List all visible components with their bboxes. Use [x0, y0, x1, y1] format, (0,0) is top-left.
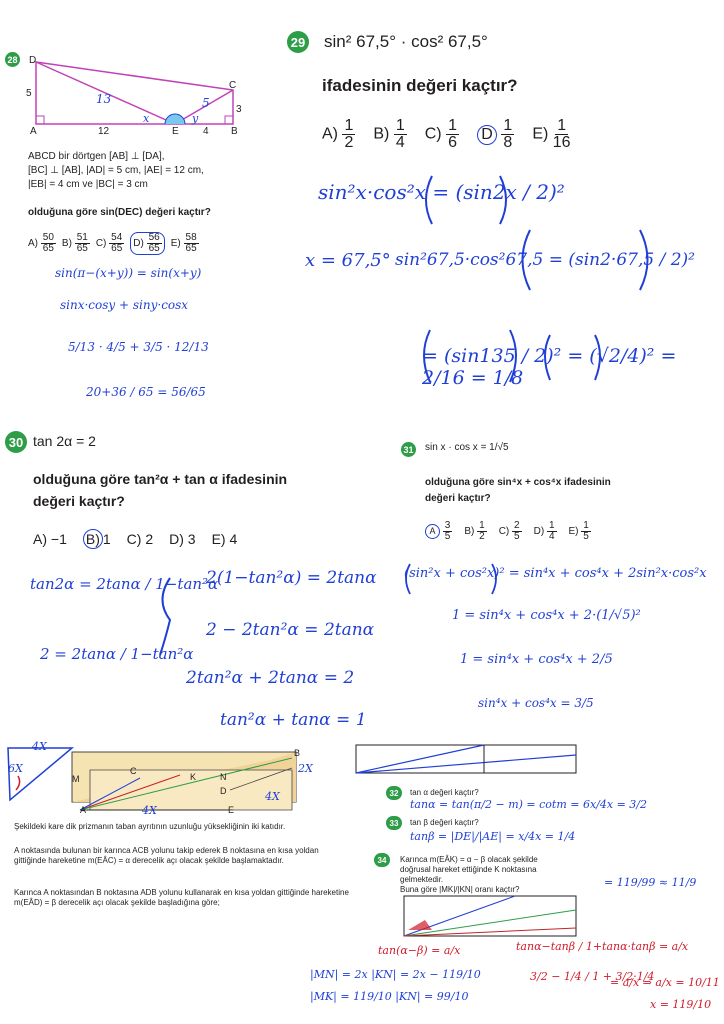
q30-question-line-2: değeri kaçtır? [33, 493, 125, 509]
q29-work-3: = (sin135 / 2)² = (√2/4)² = 2/16 = 1/8 [422, 345, 677, 389]
q34-work-2: tanα−tanβ / 1+tanα·tanβ = a/x [516, 940, 689, 953]
q28-label-b: B [231, 126, 238, 137]
q30-work-3: 2(1−tan²α) = 2tanα [206, 568, 377, 588]
q30-choice-d[interactable]: D) 3 [169, 531, 196, 547]
q30-work-2: 2 = 2tanα / 1−tan²α [40, 645, 194, 663]
q28-label-a: A [30, 126, 37, 137]
q31-choice-a[interactable]: A $\frac{3}{5}$ [425, 521, 452, 542]
q28-problem-text [28, 150, 204, 192]
q34-answer: = 119/99 ≈ 11/9 [604, 876, 697, 889]
q29-choice-b[interactable]: B) $\frac{1}{4}$ [373, 117, 405, 151]
q34-line-3: gelmektedir. [400, 875, 444, 884]
q30-choice-b[interactable]: B) 1 [83, 529, 111, 549]
prism-label-k: K [190, 772, 197, 782]
q30-work-5: 2tan²α + 2tanα = 2 [186, 668, 355, 688]
prism-ink-4x-bottom: 4X [142, 804, 157, 817]
q30-choice-c[interactable]: C) 2 [126, 531, 154, 547]
q28-choice-a[interactable]: A) $\frac{50}{65}$ [28, 232, 54, 254]
q34-number-badge: 34 [374, 853, 390, 867]
rect-figure [356, 745, 576, 773]
q30-number-badge: 30 [5, 431, 27, 453]
q28-label-e: E [172, 126, 179, 137]
q34-work-6: |MK| = 119/10 |KN| = 99/10 [310, 990, 469, 1003]
q31-question-line-1: olduğuna göre sin⁴x + cos⁴x ifadesinin [425, 477, 611, 488]
q29-choice-e[interactable]: E) $\frac{1}{16}$ [532, 117, 571, 151]
q34-work-5: |MN| = 2x |KN| = 2x − 119/10 [310, 968, 481, 981]
q31-question [425, 475, 611, 507]
q34-figure [404, 896, 576, 936]
prism-label-c: C [130, 766, 137, 776]
q31-choice-d[interactable]: D) $\frac{1}{4}$ [533, 520, 555, 542]
prism-ink-2x: 2X [298, 762, 313, 775]
q29-choice-a[interactable]: A) $\frac{1}{2}$ [322, 117, 354, 151]
prism-ink-6x: 6X [8, 762, 23, 775]
q31-number-badge: 31 [401, 442, 416, 457]
q30-work-1: tan2α = 2tanα / 1−tan²α [30, 575, 219, 593]
q28-figure [36, 62, 233, 124]
q28-number-badge: 28 [5, 52, 20, 67]
q28-work-4: 20+36 / 65 = 56/65 [86, 385, 206, 399]
q32-number-badge: 32 [386, 786, 402, 800]
q28-work-3: 5/13 · 4/5 + 3/5 · 12/13 [68, 340, 209, 354]
q28-work-2: sinx·cosy + siny·cosx [60, 298, 189, 312]
q28-ink-de: 13 [96, 92, 112, 106]
prism-label-a: A [80, 805, 87, 815]
q30-choice-e[interactable]: E) 4 [211, 531, 238, 547]
q28-side-eb: 4 [203, 126, 209, 137]
q28-choice-c[interactable]: C) $\frac{54}{65}$ [95, 232, 123, 254]
q28-choice-d[interactable]: D) $\frac{56}{65}$ [130, 232, 164, 255]
prism-ink-4x-top: 4X [32, 740, 47, 753]
q29-question: ifadesinin değeri kaçtır? [322, 76, 518, 95]
q29-expression: sin² 67,5° · cos² 67,5° [324, 32, 488, 51]
q29-number-badge: 29 [287, 31, 309, 53]
q30-question [33, 468, 287, 512]
q28-side-ad: 5 [26, 88, 32, 99]
q29-work-2a: x = 67,5° [305, 250, 391, 271]
q34-line-2: doğrusal hareket ettiğinde K noktasına [400, 865, 537, 874]
q29-work-1: sin²x·cos²x = (sin2x / 2)² [318, 180, 565, 204]
prism-label-e: E [228, 805, 235, 815]
q28-question: olduğuna göre sin(DEC) değeri kaçtır? [28, 207, 211, 218]
q31-work-4: sin⁴x + cos⁴x = 3/5 [478, 696, 594, 710]
q32-question: tan α değeri kaçtır? [410, 788, 479, 797]
q31-given: sin x · cos x = 1/√5 [425, 442, 509, 453]
prism-label-b: B [294, 748, 301, 758]
q32-work: tanα = tan(π/2 − m) = cotm = 6x/4x = 3/2 [410, 798, 647, 811]
q28-ink-x: x [143, 112, 150, 125]
q31-choice-b[interactable]: B) $\frac{1}{2}$ [464, 520, 485, 542]
q31-question-line-2: değeri kaçtır? [425, 493, 491, 504]
q33-work: tanβ = |DE|/|AE| = x/4x = 1/4 [410, 830, 576, 843]
prism-paragraph-2: A noktasında bulunan bir karınca ACB yolunu takip ederek B noktasına en kısa yoldan gittiğinde hareketine m(EÂC) = α derecelik açı olacak şekilde başlamaktadır. [14, 846, 319, 865]
q28-choice-e[interactable]: E) $\frac{58}{65}$ [170, 232, 197, 254]
q29-choice-c[interactable]: C) $\frac{1}{6}$ [424, 117, 457, 151]
q28-text-line-1: ABCD bir dörtgen [AB] ⊥ [DA], [28, 151, 165, 162]
q34-line-1: Karınca m(EÂK) = α − β olacak şekilde [400, 855, 538, 864]
q28-ink-y: y [192, 112, 199, 125]
q28-label-d: D [29, 55, 37, 66]
prism-paragraph-3: Karınca A noktasından B noktasına ADB yolunu kullanarak en kısa yoldan gittiğinde hareketine m(EÂD) = β derecelik açı olacak şekilde başladığına göre; [14, 888, 349, 907]
q30-work-6: tan²α + tanα = 1 [220, 710, 367, 730]
prism-figure [72, 752, 296, 810]
q28-choice-b[interactable]: B) $\frac{51}{65}$ [61, 232, 88, 254]
q34-text [400, 855, 710, 895]
q31-choice-e[interactable]: E) $\frac{1}{5}$ [568, 520, 589, 542]
q29-choices [322, 118, 571, 151]
q34-work-3: 3/2 − 1/4 / 1 + 3/2·1/4 [530, 970, 655, 983]
q29-work-2b: sin²67,5·cos²67,5 = (sin2·67,5 / 2)² [395, 250, 695, 270]
q28-text-line-3: |EB| = 4 cm ve |BC| = 3 cm [28, 179, 148, 190]
q31-work-2: 1 = sin⁴x + cos⁴x + 2·(1/√5)² [452, 608, 641, 623]
q29-choice-d[interactable]: D $\frac{1}{8}$ [477, 118, 514, 151]
q31-work-1: (sin²x + cos²x)² = sin⁴x + cos⁴x + 2sin²x·cos²x [404, 566, 707, 581]
q34-line-4: Buna göre |MK|/|KN| oranı kaçtır? [400, 885, 520, 894]
q28-choices [28, 232, 199, 255]
q28-ink-ec: 5 [202, 96, 210, 110]
q33-number-badge: 33 [386, 816, 402, 830]
prism-label-d: D [220, 786, 227, 796]
prism-paragraph-1: Şekildeki kare dik prizmanın taban ayrıtının uzunluğu yüksekliğinin iki katıdır. [14, 822, 286, 831]
q34-work-7: x = 119/10 [650, 998, 712, 1011]
prism-ink-4x-right: 4X [265, 790, 280, 803]
q31-choice-c[interactable]: C) $\frac{2}{5}$ [498, 520, 520, 542]
q31-work-3: 1 = sin⁴x + cos⁴x + 2/5 [460, 652, 613, 667]
prism-label-n: N [220, 772, 227, 782]
q30-question-line-1: olduğuna göre tan²α + tan α ifadesinin [33, 471, 288, 487]
q34-work-4: = a/x ⇒ a/x = 10/11 [610, 976, 720, 989]
q30-choices [33, 529, 237, 549]
q30-work-4: 2 − 2tan²α = 2tanα [206, 620, 375, 640]
q31-choices [425, 521, 591, 542]
q30-choice-a[interactable]: A) −1 [33, 531, 67, 547]
q30-given: tan 2α = 2 [33, 433, 96, 449]
q28-side-bc: 3 [236, 104, 242, 115]
q28-side-ae: 12 [98, 126, 110, 137]
q28-work-1: sin(π−(x+y)) = sin(x+y) [55, 266, 202, 280]
q33-question: tan β değeri kaçtır? [410, 818, 479, 827]
prism-label-m: M [72, 774, 80, 784]
q34-work-1: tan(α−β) = a/x [378, 944, 461, 957]
q28-text-line-2: [BC] ⊥ [AB], |AD| = 5 cm, |AE| = 12 cm, [28, 165, 204, 176]
q28-label-c: C [229, 80, 237, 91]
